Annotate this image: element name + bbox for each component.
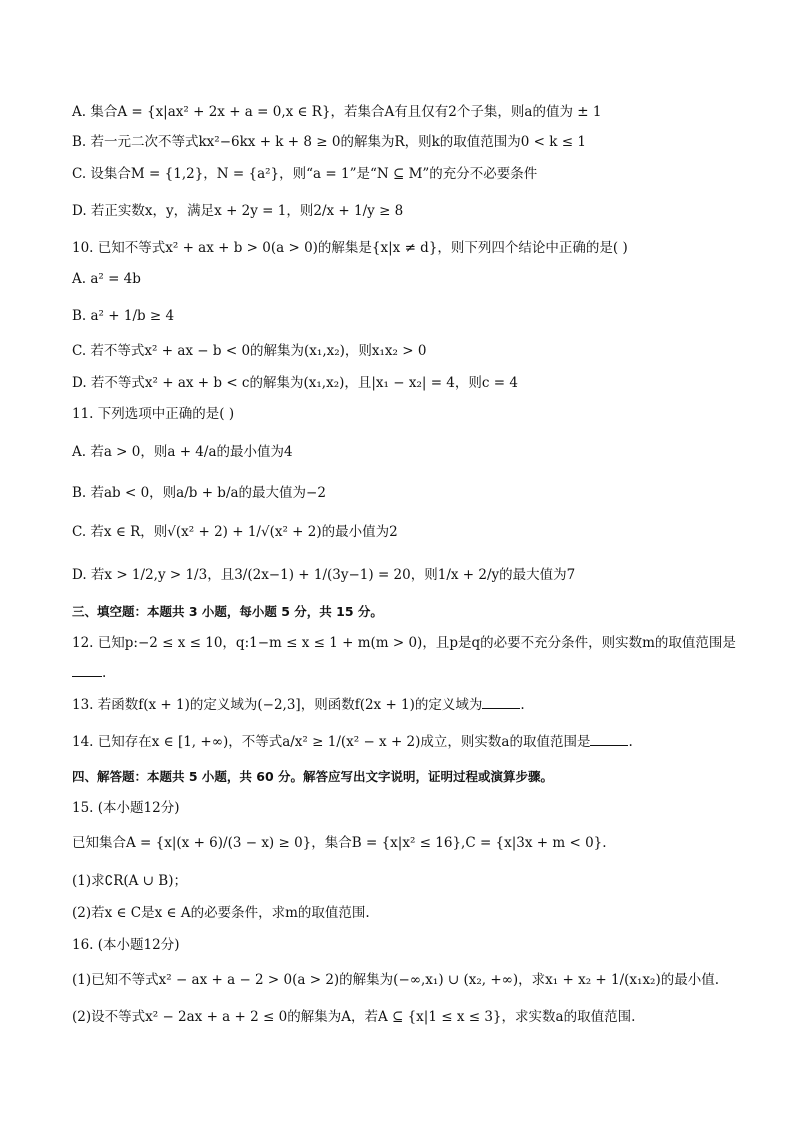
option-10c: C. 若不等式x² + ax − b < 0的解集为(x₁,x₂)，则x₁x₂ > 0 bbox=[72, 343, 427, 359]
option-9b: B. 若一元二次不等式kx²−6kx + k + 8 ≥ 0的解集为R，则k的取值范围为0 < k ≤ 1 bbox=[72, 134, 586, 150]
answer-blank-14[interactable] bbox=[590, 731, 628, 746]
section-4-heading: 四、解答题：本题共 5 小题，共 60 分。解答应写出文字说明，证明过程或演算步骤。 bbox=[72, 769, 554, 784]
option-10d: D. 若不等式x² + ax + b < c的解集为(x₁,x₂)，且|x₁ − x₂| = 4，则c = 4 bbox=[72, 375, 518, 391]
option-9a: A. 集合A = {x|ax² + 2x + a = 0,x ∈ R}，若集合A有且仅有2个子集，则a的值为 ± 1 bbox=[72, 104, 602, 120]
question-14: 14. 已知存在x ∈ [1, +∞)，不等式a/x² ≥ 1/(x² − x + 2)成立，则实数a的取值范围是 . bbox=[72, 731, 734, 753]
option-9c: C. 设集合M = {1,2}，N = {a²}，则“a = 1”是“N ⊆ M”的充分不必要条件 bbox=[72, 166, 538, 182]
question-11-stem: 11. 下列选项中正确的是( ) bbox=[72, 406, 235, 422]
option-11b: B. 若ab < 0，则a/b + b/a的最大值为−2 bbox=[72, 485, 326, 501]
option-9d: D. 若正实数x，y，满足x + 2y = 1，则2/x + 1/y ≥ 8 bbox=[72, 203, 404, 219]
question-16-header: 16. (本小题12分) bbox=[72, 937, 180, 953]
section-3-heading: 三、填空题：本题共 3 小题，每小题 5 分，共 15 分。 bbox=[72, 604, 383, 619]
question-15-part-2: (2)若x ∈ C是x ∈ A的必要条件，求m的取值范围. bbox=[72, 905, 370, 921]
question-15-header: 15. (本小题12分) bbox=[72, 800, 180, 816]
question-15-stem: 已知集合A = {x|(x + 6)/(3 − x) ≥ 0}，集合B = {x|x² ≤ 16},C = {x|3x + m < 0}. bbox=[72, 835, 607, 851]
option-11c: C. 若x ∈ R，则√(x² + 2) + 1/√(x² + 2)的最小值为2 bbox=[72, 524, 398, 540]
answer-blank-13[interactable] bbox=[482, 694, 520, 709]
question-13: 13. 若函数f(x + 1)的定义域为(−2,3]，则函数f(2x + 1)的定义域为 . bbox=[72, 694, 734, 716]
question-12-answer-line: . bbox=[72, 662, 734, 684]
question-16-part-2: (2)设不等式x² − 2ax + a + 2 ≤ 0的解集为A，若A ⊆ {x|1 ≤ x ≤ 3}，求实数a的取值范围. bbox=[72, 1009, 636, 1025]
option-11a: A. 若a > 0，则a + 4/a的最小值为4 bbox=[72, 444, 293, 460]
option-10a: A. a² = 4b bbox=[72, 271, 141, 287]
question-16-part-1: (1)已知不等式x² − ax + a − 2 > 0(a > 2)的解集为(−∞,x₁) ∪ (x₂, +∞)，求x₁ + x₂ + 1/(x₁x₂)的最小值. bbox=[72, 972, 720, 988]
question-15-part-1: (1)求∁R(A ∪ B)； bbox=[72, 873, 187, 889]
answer-blank-12[interactable] bbox=[72, 662, 102, 677]
option-11d: D. 若x > 1/2,y > 1/3，且3/(2x−1) + 1/(3y−1) = 20，则1/x + 2/y的最大值为7 bbox=[72, 567, 576, 583]
option-10b: B. a² + 1/b ≥ 4 bbox=[72, 308, 175, 324]
question-10-stem: 10. 已知不等式x² + ax + b > 0(a > 0)的解集是{x|x ≠ d}，则下列四个结论中正确的是( ) bbox=[72, 240, 628, 256]
question-12: 12. 已知p:−2 ≤ x ≤ 10，q:1−m ≤ x ≤ 1 + m(m > 0)，且p是q的必要不充分条件，则实数m的取值范围是 bbox=[72, 635, 736, 651]
